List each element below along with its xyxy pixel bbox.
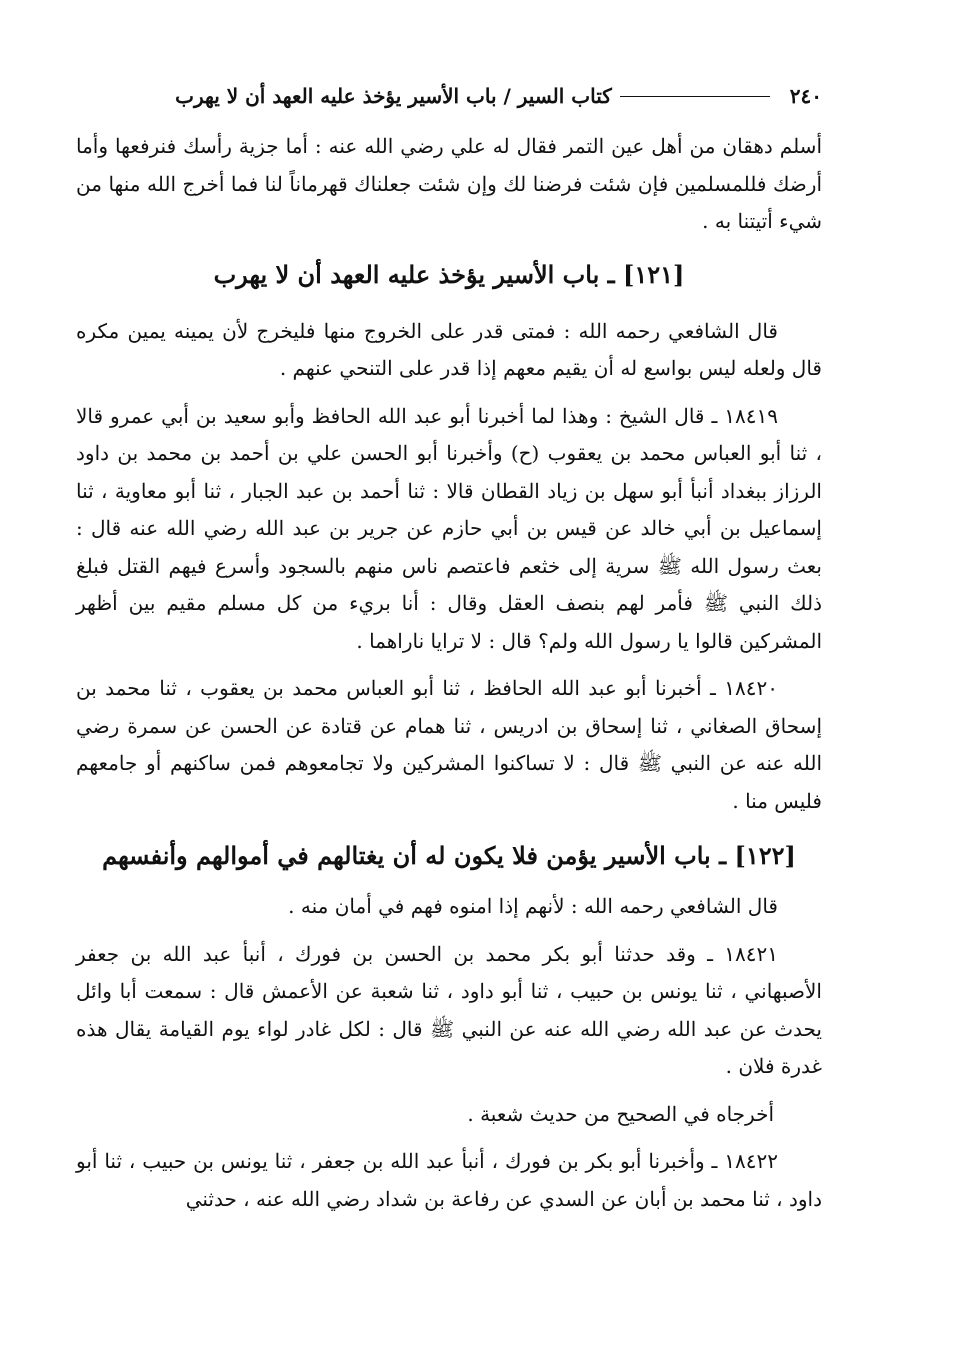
running-header [76,78,822,114]
intro-paragraph: أسلم دهقان من أهل عين التمر فقال له علي رضي الله عنه : أما جزية رأسك فنرفعها وأما أرضك فللمسلمين فإن شئت فرضنا لك وإن شئت جعلناك قهرماناً لنا فما أخرج الله منها من شيء أتيتنا به . [76,134,823,233]
hadith-18420: ١٨٤٢٠ ـ أخبرنا أبو عبد الله الحافظ ، ثنا أبو العباس محمد بن يعقوب ، ثنا محمد بن إسحاق الصغاني ، ثنا إسحاق بن ادريس ، ثنا همام عن قتادة عن الحسن عن سمرة رضي الله عنه عن النبي ﷺ قال : لا تساكنوا المشركين ولا تجامعوهم فمن ساكنهم أو جامعهم فليس منا . [76,676,823,813]
hadith-18419: ١٨٤١٩ ـ قال الشيخ : وهذا لما أخبرنا أبو عبد الله الحافظ وأبو سعيد بن أبي عمرو قالا ، ثنا أبو العباس محمد بن يعقوب (ح) وأخبرنا أبو الحسن علي بن أحمد بن محمد بن داود الرزاز ببغداد أنبأ أبو سهل بن زياد القطان قالا : ثنا أحمد بن عبد الجبار ، ثنا أبو معاوية ، ثنا إسماعيل بن أبي خالد عن قيس بن أبي حازم عن جرير بن عبد الله رضي الله عنه قال : بعث رسول الله ﷺ سرية إلى خثعم فاعتصم ناس منهم بالسجود وأسرع فيهم القتل فبلغ ذلك النبي ﷺ فأمر لهم بنصف العقل وقال : أنا بريء من كل مسلم مقيم بين أظهر المشركين قالوا يا رسول الله ولم؟ قال : لا ترايا ناراهما . [76,403,822,653]
chapter-121-heading: [١٢١] ـ باب الأسير يؤخذ عليه العهد أن لا يهرب [213,259,685,289]
shafii-statement-1: قال الشافعي رحمه الله : فمتى قدر على الخروج منها فليخرج لأن يمينه يمين مكره قال ولعله ليس بواسع له أن يقيم معهم إذا قدر على التنحي عنهم . [76,318,822,380]
page-number: ٢٤٠ [789,84,822,108]
takhrij-note: أخرجاه في الصحيح من حديث شعبة . [467,1101,774,1126]
page-content [76,128,822,1218]
hadith-18421: ١٨٤٢١ ـ وقد حدثنا أبو بكر محمد بن الحسن بن فورك ، أنبأ عبد الله بن جعفر الأصبهاني ، ثنا يونس بن حبيب ، ثنا أبو داود ، ثنا شعبة عن الأعمش قال : سمعت أبا وائل يحدث عن عبد الله رضي الله عنه عن النبي ﷺ قال : لكل غادر لواء يوم القيامة يقال هذه غدرة فلان . [76,941,822,1078]
chapter-122-heading: [١٢٢] ـ باب الأسير يؤمن فلا يكون له أن يغتالهم في أموالهم وأنفسهم [102,841,796,870]
book-page [76,78,822,1228]
hadith-18422: ١٨٤٢٢ ـ وأخبرنا أبو بكر بن فورك ، أنبأ عبد الله بن جعفر ، ثنا يونس بن حبيب ، ثنا أبو داود ، ثنا محمد بن أبان عن السدي عن رفاعة بن شداد رضي الله عنه ، حدثني [76,1149,822,1211]
shafii-statement-2: قال الشافعي رحمه الله : لأنهم إذا امنوه فهم في أمان منه . [288,894,778,918]
running-title: كتاب السير / باب الأسير يؤخذ عليه العهد أن لا يهرب [175,84,612,108]
header-rule [620,96,770,97]
